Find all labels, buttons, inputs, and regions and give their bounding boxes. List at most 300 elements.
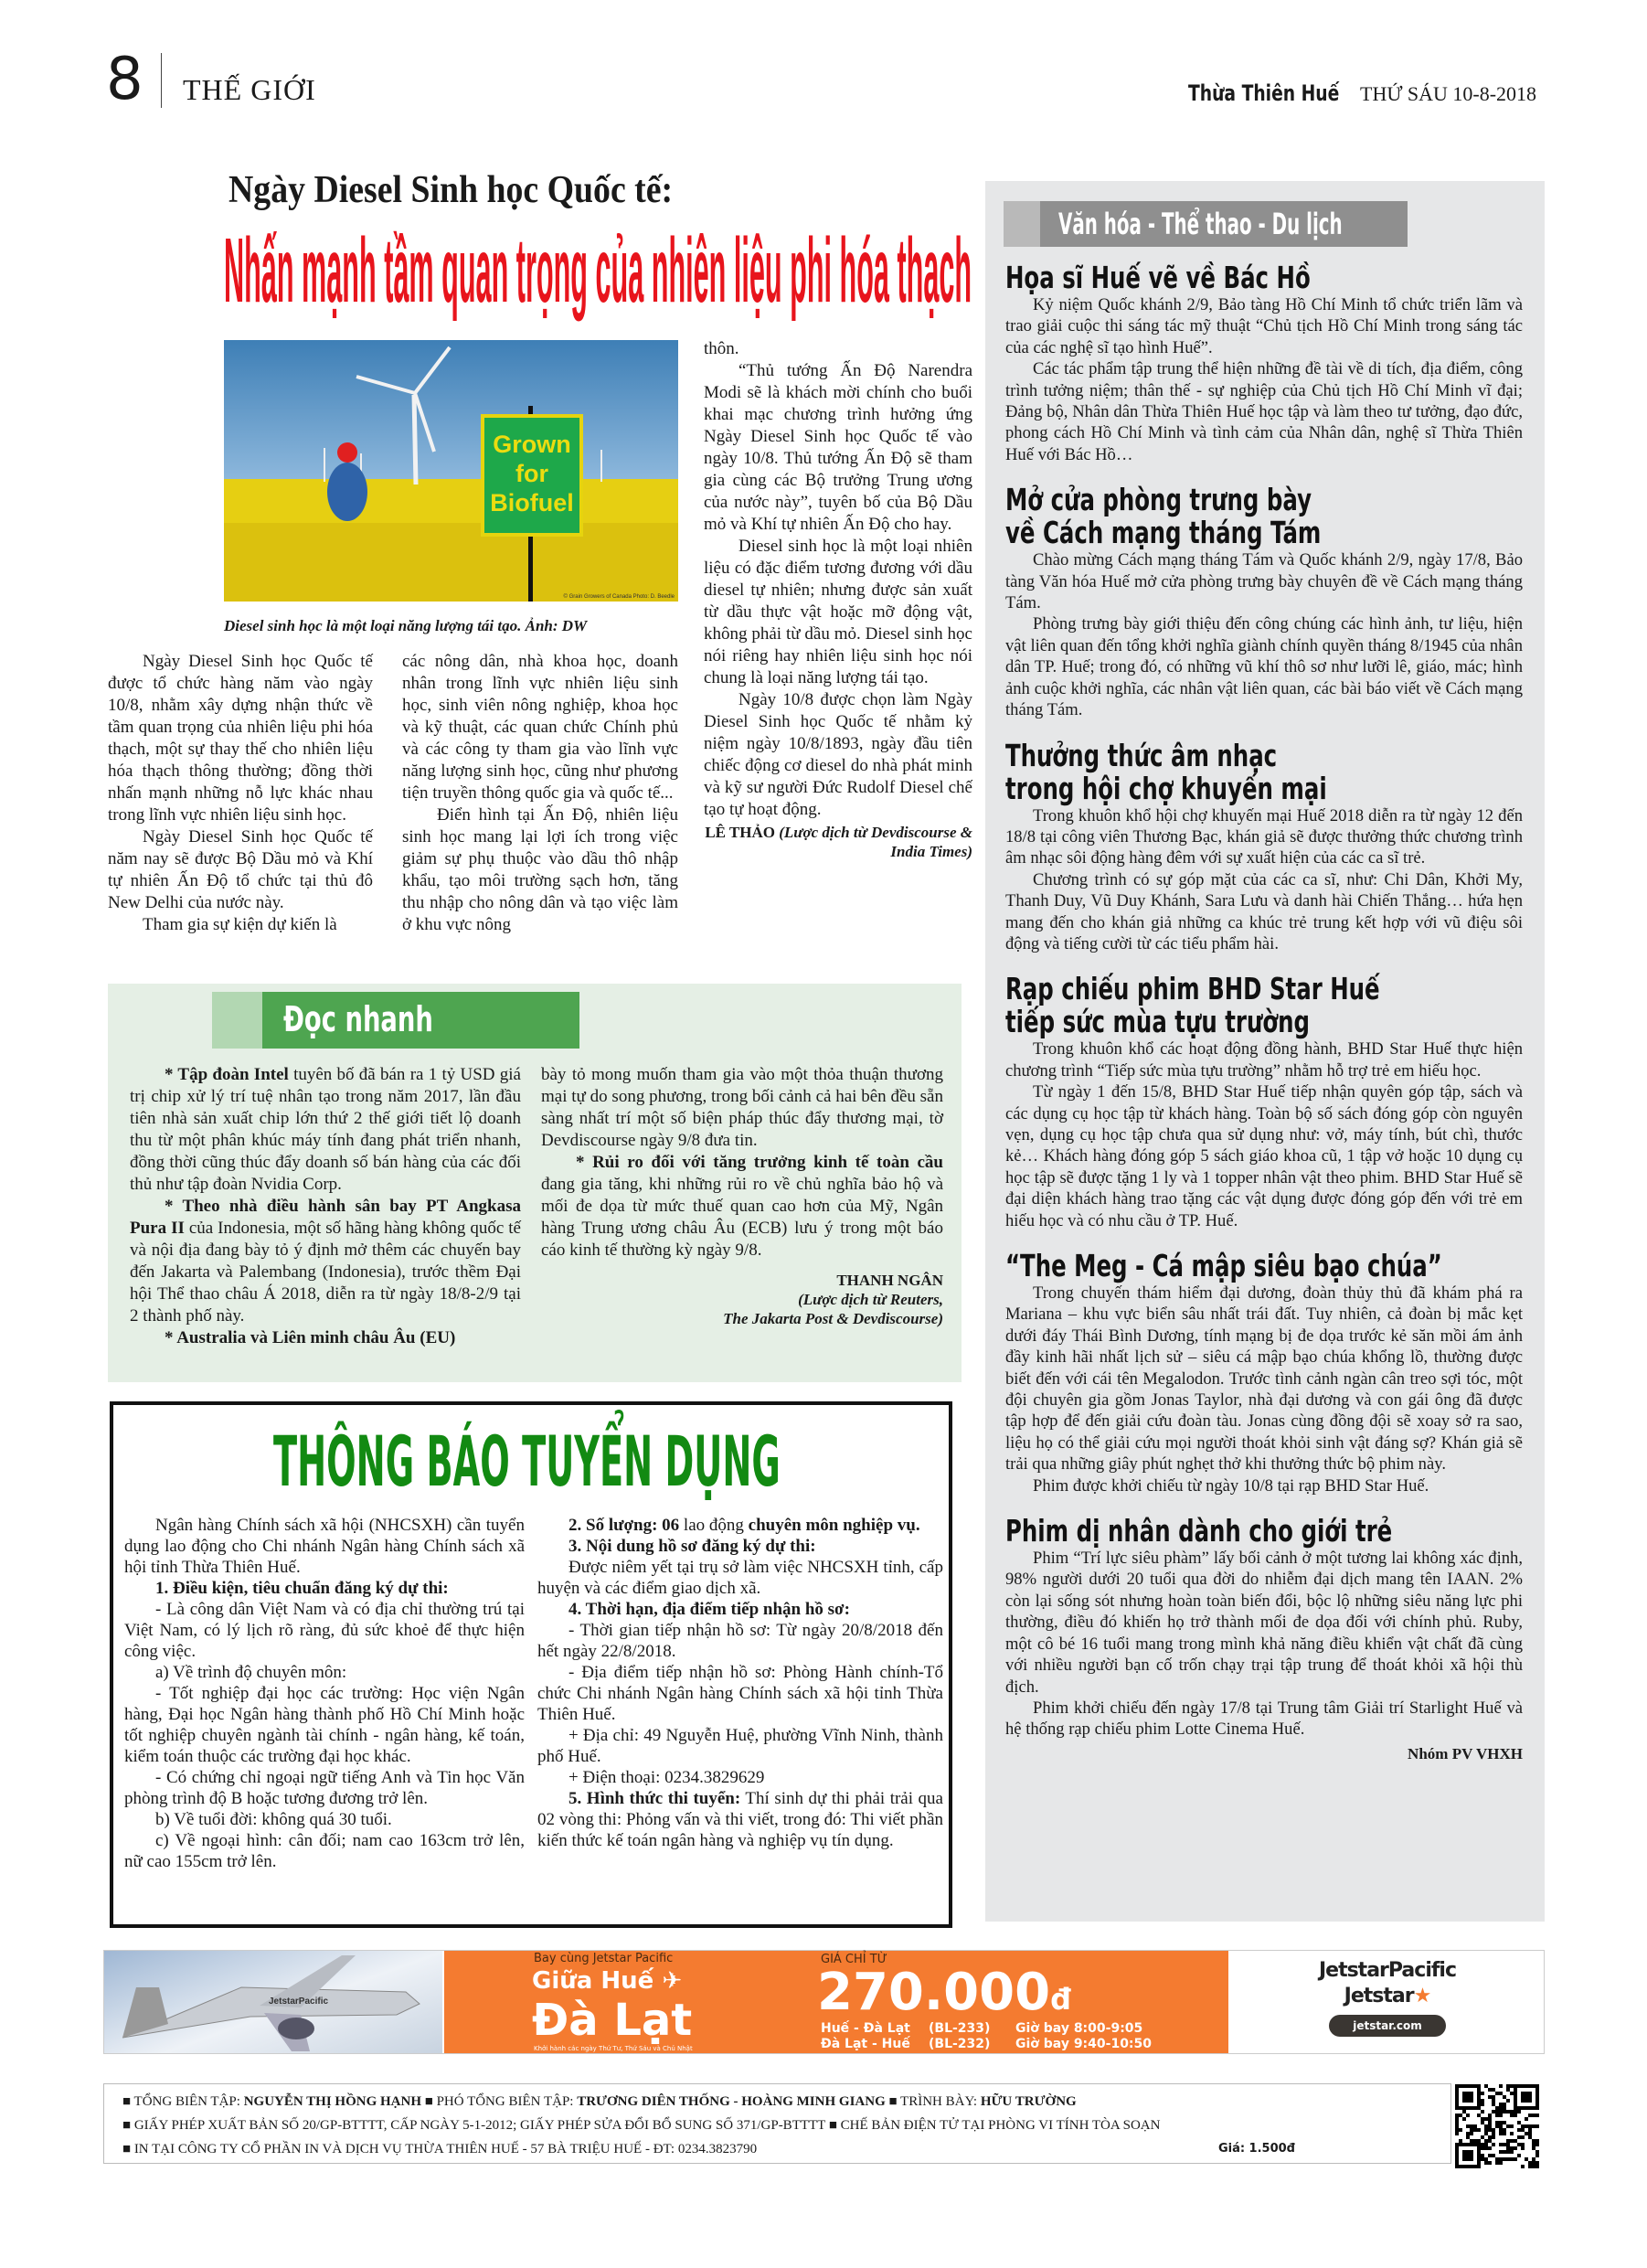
- paragraph: [130, 1196, 521, 1327]
- qr-module: [1481, 2146, 1484, 2150]
- qr-module: [1459, 2139, 1462, 2143]
- paragraph-tail: chuyên môn nghiệp vụ.: [748, 1516, 920, 1535]
- qr-module: [1499, 2084, 1503, 2088]
- qr-module: [1488, 2095, 1492, 2099]
- ad-tagline: Bay cùng Jetstar Pacific: [534, 1952, 674, 1965]
- ad-orange-panel: [444, 1951, 1228, 2053]
- qr-module: [1492, 2132, 1495, 2135]
- qr-module: [1528, 2135, 1532, 2139]
- story-headline-text: Phim dị nhân dành cho giới trẻ: [1005, 1513, 1393, 1549]
- paragraph-text: b) Về tuổi đời: không quá 30 tuổi.: [155, 1810, 392, 1829]
- paragraph: [124, 1809, 525, 1830]
- paragraph: “Thủ tướng Ấn Độ Narendra Modi sẽ là khách mời chính cho buổi khai mạc chương trình hưởng ứng Ngày Diesel Sinh học Quốc tế vào ngày 10/8. Thủ tướng Ấn Độ sẽ tham gia cùng các Bộ trưởng Trung ương của nước này”, tuyên bố của Bộ Dầu mỏ và Khí tự nhiên Ấn Độ cho hay.: [704, 361, 972, 534]
- qr-module: [1506, 2110, 1510, 2114]
- paragraph-text: + Điện thoại: 0234.3829629: [568, 1768, 765, 1787]
- paragraph-text: Ngân hàng Chính sách xã hội (NHCSXH) cần tuyển dụng lao động cho Chi nhánh Ngân hàng Chính sách xã hội tỉnh Thừa Thiên Huế.: [124, 1516, 525, 1577]
- qr-module: [1525, 2157, 1528, 2161]
- sidebar-label-accent: [1004, 201, 1040, 247]
- story-paragraph: Kỷ niệm Quốc khánh 2/9, Bảo tàng Hồ Chí Minh tổ chức triển lãm và trao giải cuộc thi sáng tác mỹ thuật “Chủ tịch Hồ Chí Minh trong sáng tác của các nghệ sĩ tạo hình Huế”.: [1005, 295, 1523, 357]
- flight-time: Giờ bay 8:00-9:05: [1015, 2021, 1143, 2036]
- quick-read-box: [108, 984, 962, 1382]
- photo-caption: Diesel sinh học là một loại năng lượng tái tạo. Ảnh: DW: [224, 617, 588, 634]
- qr-module: [1510, 2146, 1514, 2150]
- flight-row: [821, 2021, 1152, 2037]
- sidebar-story: [1005, 261, 1523, 465]
- story-headline: [1005, 1250, 1523, 1283]
- notice-column-1: [124, 1515, 525, 1872]
- qr-module: [1481, 2157, 1484, 2161]
- masthead-footer: [103, 2083, 1451, 2164]
- paragraph-text: c) Về ngoại hình: cân đối; nam cao 163cm trở lên, nữ cao 155cm trở lên.: [124, 1831, 525, 1871]
- qr-module: [1488, 2088, 1492, 2092]
- qr-module: [1473, 2143, 1477, 2146]
- route-from-text: Giữa Huế: [532, 1967, 654, 1995]
- story-headline-text: Thưởng thức âm nhạc: [1005, 737, 1278, 773]
- quick-read-column-2-wrap: [541, 1064, 943, 1328]
- qr-module: [1532, 2139, 1535, 2143]
- qr-module: [1455, 2106, 1459, 2110]
- qr-module: [1499, 2110, 1503, 2114]
- qr-module: [1503, 2121, 1506, 2124]
- qr-module: [1455, 2099, 1459, 2103]
- qr-module: [1517, 2154, 1521, 2157]
- qr-module: [1535, 2088, 1539, 2092]
- qr-module: [1535, 2139, 1539, 2143]
- qr-module: [1528, 2095, 1532, 2099]
- qr-module: [1503, 2132, 1506, 2135]
- story-paragraph: Phim được khởi chiếu từ ngày 10/8 tại rạp BHD Star Huế.: [1033, 1475, 1429, 1496]
- paragraph-lead: 4. Thời hạn, địa điểm tiếp nhận hồ sơ:: [568, 1600, 850, 1619]
- qr-module: [1470, 2124, 1473, 2128]
- qr-module: [1462, 2095, 1466, 2099]
- qr-module: [1521, 2165, 1525, 2168]
- qr-module: [1466, 2084, 1470, 2088]
- brand-jetstar-pacific: JetstarPacific: [1318, 1959, 1457, 1982]
- qr-module: [1484, 2117, 1488, 2121]
- footer-role: TỔNG BIÊN TẬP:: [133, 2094, 244, 2109]
- airplane-photo: [104, 1951, 442, 2053]
- paragraph-text: Thí sinh dự thi phải trải qua 02 vòng thi: Phỏng vấn và thi viết, trong đó: Thi viết phần kiến thức kế toán ngân hàng và nghiệp vụ tín dụng.: [537, 1789, 943, 1850]
- qr-module: [1535, 2143, 1539, 2146]
- qr-module: [1477, 2161, 1481, 2165]
- qr-module: [1455, 2095, 1459, 2099]
- footer-line-3: ■ IN TẠI CÔNG TY CỔ PHẦN IN VÀ DỊCH VỤ THỪA THIÊN HUẾ - 57 BÀ TRIỆU HUẾ - ĐT: 0234.3823790 Giá: 1.500đ: [122, 2137, 1432, 2161]
- quick-read-header: [212, 992, 579, 1049]
- issue-price: Giá: 1.500đ: [1217, 2142, 1295, 2156]
- paragraph: [537, 1599, 943, 1620]
- qr-module: [1484, 2124, 1488, 2128]
- paragraph-text: a) Về trình độ chuyên môn:: [155, 1663, 347, 1682]
- price-value: 270.000: [817, 1963, 1051, 2022]
- qr-module: [1462, 2143, 1466, 2146]
- qr-module: [1514, 2099, 1517, 2103]
- qr-module: [1514, 2157, 1517, 2161]
- paragraph-lead: * Tập đoàn Intel: [165, 1065, 289, 1084]
- qr-module: [1459, 2165, 1462, 2168]
- paragraph: [541, 1064, 943, 1152]
- qr-module: [1495, 2161, 1499, 2165]
- paragraph: [124, 1683, 525, 1767]
- qr-module: [1492, 2135, 1495, 2139]
- footer-line-2: ■ GIẤY PHÉP XUẤT BẢN SỐ 20/GP-BTTTT, CẤP NGÀY 5-1-2012; GIẤY PHÉP SỬA ĐỔI BỔ SUNG SỐ 371/GP-BTTTT ■ CHẾ BẢN ĐIỆN TỬ TẠI PHÒNG VI TÍNH TÒA SOẠN: [122, 2118, 1161, 2133]
- story-paragraph: Các tác phẩm tập trung thể hiện những đề tài về di tích, địa điểm, công trình tưởng niệm; thân thế - sự nghiệp của Chủ tịch Hồ Chí Minh vĩ đại; Đảng bộ, Nhân dân Thừa Thiên Huế học tập và làm theo tư tưởng, đạo đức, phong cách Hồ Chí Minh và tình cảm của Nhân dân, nghệ sĩ Thừa Thiên Huế với Bác Hồ…: [1005, 359, 1523, 464]
- article-column-2: [402, 651, 678, 936]
- qr-module: [1535, 2084, 1539, 2088]
- qr-module: [1510, 2139, 1514, 2143]
- qr-module: [1466, 2165, 1470, 2168]
- qr-module: [1462, 2157, 1466, 2161]
- qr-module: [1470, 2139, 1473, 2143]
- qr-module: [1470, 2128, 1473, 2132]
- qr-module: [1455, 2150, 1459, 2154]
- story-paragraph: Phim khởi chiếu đến ngày 17/8 tại Trung tâm Giải trí Starlight Huế và hệ thống rạp chiếu phim Lotte Cinema Huế.: [1005, 1698, 1523, 1740]
- qr-module: [1473, 2165, 1477, 2168]
- qr-module: [1506, 2088, 1510, 2092]
- qr-module: [1466, 2114, 1470, 2117]
- culture-sidebar: [985, 181, 1545, 1922]
- qr-module: [1514, 2088, 1517, 2092]
- qr-module: [1535, 2161, 1539, 2165]
- qr-module: [1521, 2128, 1525, 2132]
- qr-module: [1462, 2165, 1466, 2168]
- story-headline: [1005, 1006, 1523, 1038]
- qr-module: [1466, 2124, 1470, 2128]
- qr-module: [1499, 2106, 1503, 2110]
- paragraph-text: - Có chứng chỉ ngoại ngữ tiếng Anh và Tin học Văn phòng trình độ B hoặc tương đương trở lên.: [124, 1768, 525, 1808]
- qr-module: [1495, 2106, 1499, 2110]
- qr-module: [1535, 2124, 1539, 2128]
- qr-module: [1470, 2154, 1473, 2157]
- quick-read-header-accent: [212, 992, 262, 1049]
- article-kicker: Ngày Diesel Sinh học Quốc tế:: [228, 169, 674, 211]
- qr-code[interactable]: [1455, 2084, 1539, 2168]
- qr-module: [1535, 2150, 1539, 2154]
- quick-read-source-1: (Lược dịch từ Reuters,: [798, 1291, 943, 1308]
- paragraph-text: của Indonesia, một số hãng hàng không quốc tế và nội địa đang bày tỏ ý định mở thêm các chuyến bay đến Jakarta và Palembang (Indonesia), trước thềm Đại hội Thể thao châu Á 2018, diễn ra từ ngày 18/8-2/9 tại 2 thành phố này.: [130, 1219, 521, 1326]
- qr-module: [1506, 2146, 1510, 2150]
- qr-module: [1495, 2110, 1499, 2114]
- qr-module: [1462, 2110, 1466, 2114]
- qr-module: [1510, 2150, 1514, 2154]
- qr-module: [1514, 2110, 1517, 2114]
- qr-module: [1532, 2084, 1535, 2088]
- paragraph: Ngày 10/8 được chọn làm Ngày Diesel Sinh học Quốc tế nhằm kỷ niệm ngày 10/8/1893, ngày đầu tiên chiếc động cơ diesel do nhà phát minh và kỹ sư người Đức Rudolf Diesel chế tạo tự hoạt động.: [704, 690, 972, 819]
- qr-module: [1459, 2128, 1462, 2132]
- footer-person: HỮU TRƯỜNG: [980, 2094, 1077, 2109]
- qr-module: [1484, 2143, 1488, 2146]
- sidebar-story: [1005, 737, 1523, 955]
- qr-module: [1473, 2084, 1477, 2088]
- ad-route-to: Đà Lạt: [532, 1995, 693, 2046]
- sidebar-stories: [1005, 261, 1523, 1741]
- qr-module: [1492, 2143, 1495, 2146]
- paragraph: [537, 1788, 943, 1851]
- sidebar-byline: Nhóm PV VHXH: [1408, 1744, 1523, 1762]
- qr-module: [1488, 2128, 1492, 2132]
- quick-read-author: THANH NGÂN: [836, 1272, 943, 1289]
- footer-person: TRƯƠNG DIÊN THỐNG - HOÀNG MINH GIANG: [577, 2094, 886, 2109]
- qr-module: [1455, 2128, 1459, 2132]
- qr-module: [1492, 2110, 1495, 2114]
- qr-module: [1488, 2161, 1492, 2165]
- issue-date: THỨ SÁU 10-8-2018: [1360, 82, 1537, 105]
- qr-module: [1488, 2117, 1492, 2121]
- qr-module: [1492, 2103, 1495, 2106]
- sidebar-story: [1005, 973, 1523, 1231]
- paragraph: [124, 1578, 525, 1599]
- story-headline-text: Rạp chiếu phim BHD Star Huế: [1005, 971, 1380, 1007]
- qr-module: [1481, 2121, 1484, 2124]
- qr-module: [1521, 2092, 1525, 2095]
- qr-module: [1525, 2084, 1528, 2088]
- story-headline-text: Họa sĩ Huế vẽ về Bác Hồ: [1005, 260, 1311, 295]
- qr-module: [1510, 2124, 1514, 2128]
- qr-module: [1517, 2121, 1521, 2124]
- qr-module: [1477, 2139, 1481, 2143]
- article-headline: Nhấn mạnh tầm quan trọng của nhiên liệu phi hóa thạch: [224, 219, 972, 322]
- qr-module: [1506, 2139, 1510, 2143]
- qr-module: [1535, 2095, 1539, 2099]
- qr-module: [1488, 2154, 1492, 2157]
- qr-module: [1514, 2092, 1517, 2095]
- qr-module: [1455, 2117, 1459, 2121]
- jetstar-ad[interactable]: [103, 1950, 1545, 2054]
- qr-module: [1499, 2128, 1503, 2132]
- paper-name: Thừa Thiên Huế: [1188, 80, 1340, 106]
- story-headline: [1005, 772, 1523, 805]
- story-headline-text: về Cách mạng tháng Tám: [1005, 515, 1322, 551]
- photo-credit: © Grain Growers of Canada Photo: D. Beedle: [563, 594, 675, 600]
- qr-module: [1488, 2124, 1492, 2128]
- qr-module: [1510, 2092, 1514, 2095]
- paragraph-lead: * Australia và Liên minh châu Âu (EU): [165, 1328, 456, 1347]
- biofuel-sign-text: Grown for Biofuel: [490, 431, 574, 516]
- qr-module: [1466, 2092, 1470, 2095]
- qr-module: [1528, 2099, 1532, 2103]
- qr-module: [1525, 2124, 1528, 2128]
- qr-module: [1484, 2146, 1488, 2150]
- paragraph-lead: 1. Điều kiện, tiêu chuẩn đăng ký dự thi:: [155, 1579, 449, 1598]
- ad-price: [817, 1963, 1071, 2025]
- story-paragraph: Phim “Trí lực siêu phàm” lấy bối cảnh ở một tương lai không xác định, 98% người dưới 20 tuổi qua đời do nhiễm đại dịch mang tên IAAN. 2% còn lại sống sót nhưng hoàn toàn biến đổi, bộc lộ những siêu năng lực phi thường, điều đó khiến họ trở thành mối đe dọa đối với chính phủ. Ruby, một cô bé 16 tuổi mang trong mình khả năng điều khiển vật chất đã cùng với nhiều người bạn cố trốn chạy trại tập trung để thoát khỏi xã hội thù địch.: [1005, 1549, 1523, 1697]
- qr-module: [1503, 2157, 1506, 2161]
- flight-route: Đà Lạt - Huế: [821, 2037, 910, 2051]
- quick-read-title: Đọc nhanh: [283, 999, 433, 1039]
- qr-module: [1535, 2103, 1539, 2106]
- paragraph-text: - Địa điểm tiếp nhận hồ sơ: Phòng Hành chính-Tổ chức Chi nhánh Ngân hàng Chính sách xã hội tỉnh Thừa Thiên Huế.: [537, 1663, 943, 1724]
- jetstar-url-button[interactable]: jetstar.com: [1329, 2015, 1446, 2037]
- qr-module: [1459, 2114, 1462, 2117]
- qr-module: [1492, 2095, 1495, 2099]
- sidebar-story: [1005, 1250, 1523, 1496]
- qr-module: [1455, 2088, 1459, 2092]
- qr-module: [1455, 2124, 1459, 2128]
- qr-module: [1499, 2114, 1503, 2117]
- story-paragraph: Trong khuôn khổ các hoạt động đồng hành, BHD Star Huế thực hiện chương trình “Tiếp sức mùa tựu trường” nhằm hỗ trợ trẻ em hiếu học.: [1005, 1039, 1523, 1081]
- paragraph: [130, 1064, 521, 1196]
- qr-module: [1477, 2165, 1481, 2168]
- qr-module: [1455, 2103, 1459, 2106]
- brand-jetstar-text: Jetstar: [1344, 1985, 1414, 2007]
- qr-module: [1517, 2135, 1521, 2139]
- qr-module: [1535, 2106, 1539, 2110]
- qr-module: [1466, 2154, 1470, 2157]
- qr-module: [1528, 2132, 1532, 2135]
- qr-module: [1484, 2157, 1488, 2161]
- qr-module: [1528, 2128, 1532, 2132]
- qr-module: [1525, 2092, 1528, 2095]
- qr-module: [1510, 2157, 1514, 2161]
- qr-module: [1473, 2128, 1477, 2132]
- qr-module: [1481, 2117, 1484, 2121]
- qr-module: [1506, 2124, 1510, 2128]
- qr-module: [1477, 2088, 1481, 2092]
- qr-module: [1466, 2135, 1470, 2139]
- qr-module: [1477, 2157, 1481, 2161]
- qr-module: [1521, 2095, 1525, 2099]
- qr-module: [1514, 2114, 1517, 2117]
- qr-module: [1514, 2146, 1517, 2150]
- qr-module: [1470, 2157, 1473, 2161]
- story-headline: [1005, 516, 1523, 549]
- qr-module: [1525, 2099, 1528, 2103]
- flight-time: Giờ bay 9:40-10:50: [1015, 2037, 1153, 2051]
- qr-code-icon: [1455, 2084, 1539, 2168]
- header-divider: [161, 53, 162, 108]
- qr-module: [1481, 2099, 1484, 2103]
- qr-module: [1503, 2110, 1506, 2114]
- qr-module: [1477, 2114, 1481, 2117]
- qr-module: [1503, 2095, 1506, 2099]
- article-source: (Lược dịch từ Devdiscourse & India Times): [779, 824, 972, 860]
- qr-module: [1506, 2084, 1510, 2088]
- footer-role: PHÓ TỔNG BIÊN TẬP:: [436, 2094, 578, 2109]
- plane-livery: JetstarPacific: [269, 1996, 329, 2007]
- flight-code: (BL-232): [929, 2037, 991, 2051]
- paragraph-text: + Địa chỉ: 49 Nguyễn Huệ, phường Vĩnh Ninh, thành phố Huế.: [537, 1726, 943, 1766]
- paragraph: [541, 1152, 943, 1262]
- section-title: THẾ GIỚI: [183, 73, 316, 106]
- qr-module: [1466, 2106, 1470, 2110]
- footer-line-1: ■ TỔNG BIÊN TẬP: NGUYỄN THỊ HỒNG HẠNH ■ PHÓ TỔNG BIÊN TẬP: TRƯƠNG DIÊN THỐNG - HOÀNG MINH GIANG ■ TRÌNH BÀY: HỮU TRƯỜNG: [122, 2094, 1077, 2109]
- paragraph: [124, 1830, 525, 1872]
- qr-module: [1495, 2124, 1499, 2128]
- story-paragraph: Trong chuyến thám hiểm đại dương, đoàn thủy thủ đã khám phá ra Mariana – khu vực biển sâu nhất trái đất. Tuy nhiên, cả đoàn bị mắc kẹt dưới đáy Thái Bình Dương, tính mạng bị đe dọa trước kẻ săn mồi ám ảnh đầy kinh hãi nhất lịch sử – siêu cá mập bạo chúa khổng lồ, thường được biết đến với cái tên Megalodon. Trước tình cảnh ngàn cân treo sợi tóc, một đội chuyên gia gồm Jonas Taylor, nhà đại dương và con gái ông đã được tập hợp để đến giải cứu đoàn tàu. Jonas cùng đồng đội sẽ xoay sở ra sao, liệu họ có thể giải cứu mọi người thoát khỏi sinh vật đáng sợ? Khán giả sẽ trải qua những giây phút nghẹt thở khi thưởng thức bộ phim này.: [1005, 1283, 1523, 1475]
- qr-module: [1473, 2139, 1477, 2143]
- qr-module: [1492, 2128, 1495, 2132]
- qr-module: [1532, 2146, 1535, 2150]
- qr-module: [1495, 2114, 1499, 2117]
- sidebar-column: [1005, 254, 1523, 1763]
- paragraph: [124, 1515, 525, 1578]
- paragraph-lead: * Theo nhà điều hành sân bay PT Angkasa Pura II: [130, 1197, 521, 1238]
- paragraph: [124, 1662, 525, 1683]
- qr-module: [1499, 2124, 1503, 2128]
- qr-module: [1455, 2143, 1459, 2146]
- qr-module: [1510, 2084, 1514, 2088]
- qr-module: [1499, 2132, 1503, 2135]
- qr-module: [1481, 2143, 1484, 2146]
- article-byline: [704, 823, 972, 861]
- paragraph-text: bày tỏ mong muốn tham gia vào một thỏa thuận thương mại tự do song phương, trong bối cảnh cả hai bên đều sẵn sàng nhất trí một số biện pháp thúc đẩy thương mại, tờ Devdiscourse ngày 9/8 đưa tin.: [541, 1065, 943, 1150]
- qr-module: [1525, 2117, 1528, 2121]
- qr-module: [1525, 2095, 1528, 2099]
- footer-role: TRÌNH BÀY:: [900, 2094, 981, 2109]
- qr-module: [1484, 2132, 1488, 2135]
- qr-module: [1477, 2103, 1481, 2106]
- paragraph-text: tuyên bố đã bán ra 1 tỷ USD giá trị chip xử lý trí tuệ nhân tạo trong năm 2017, lần đầu tiên nhà sản xuất chip lớn thứ 2 thế giới tiết lộ doanh thu từ một phân khúc máy tính đang phát triển nhanh, đồng thời cũng thúc đẩy doanh số bán hàng của các đối thủ như tập đoàn Nvidia Corp.: [130, 1065, 521, 1194]
- sidebar-label: Văn hóa - Thể thao - Du lịch: [1058, 207, 1343, 241]
- qr-module: [1488, 2135, 1492, 2139]
- qr-module: [1525, 2132, 1528, 2135]
- notice-title-wrap: [273, 1421, 781, 1502]
- qr-module: [1495, 2157, 1499, 2161]
- qr-module: [1532, 2106, 1535, 2110]
- qr-module: [1462, 2099, 1466, 2103]
- qr-module: [1532, 2161, 1535, 2165]
- qr-module: [1462, 2092, 1466, 2095]
- qr-module: [1514, 2106, 1517, 2110]
- jetstar-logo: [1230, 1951, 1545, 2053]
- sidebar-story: [1005, 484, 1523, 720]
- qr-module: [1528, 2165, 1532, 2168]
- qr-module: [1517, 2110, 1521, 2114]
- qr-module: [1499, 2161, 1503, 2165]
- qr-module: [1503, 2106, 1506, 2110]
- qr-module: [1521, 2143, 1525, 2146]
- qr-module: [1462, 2106, 1466, 2110]
- qr-module: [1470, 2132, 1473, 2135]
- qr-module: [1470, 2084, 1473, 2088]
- qr-module: [1477, 2084, 1481, 2088]
- qr-module: [1470, 2095, 1473, 2099]
- qr-module: [1462, 2154, 1466, 2157]
- paragraph: [537, 1767, 943, 1788]
- flight-row: [821, 2037, 1152, 2052]
- quick-read-column-1: [130, 1064, 521, 1349]
- qr-module: [1455, 2092, 1459, 2095]
- quick-read-source-2: The Jakarta Post & Devdiscourse): [723, 1310, 943, 1327]
- story-headline-text: “The Meg - Cá mập siêu bạo chúa”: [1005, 1248, 1442, 1283]
- qr-module: [1503, 2103, 1506, 2106]
- qr-module: [1521, 2124, 1525, 2128]
- price-currency: đ: [1050, 1982, 1071, 2017]
- paragraph: [537, 1557, 943, 1599]
- article-author: LÊ THẢO: [705, 824, 775, 841]
- paragraph-text: - Thời gian tiếp nhận hồ sơ: Từ ngày 20/8/2018 đến hết ngày 22/8/2018.: [537, 1621, 943, 1661]
- qr-module: [1499, 2157, 1503, 2161]
- brand-jetstar: [1230, 1984, 1545, 2009]
- qr-module: [1495, 2092, 1499, 2095]
- story-paragraph: Chương trình có sự góp mặt của các ca sĩ, như: Chi Dân, Khởi My, Thanh Duy, Vũ Duy Khánh, Sara Lưu và danh hài Chiến Thắng… hứa hẹn mang đến cho khán giả những ca khúc trẻ trung kết hợp với vũ điệu sôi động và tiếng cười từ các tiểu phẩm hài.: [1005, 869, 1523, 953]
- qr-module: [1517, 2106, 1521, 2110]
- qr-module: [1455, 2157, 1459, 2161]
- sidebar-story: [1005, 1515, 1523, 1741]
- qr-module: [1459, 2106, 1462, 2110]
- paragraph: [537, 1725, 943, 1767]
- qr-module: [1514, 2084, 1517, 2088]
- qr-module: [1455, 2132, 1459, 2135]
- article-column-3: [704, 338, 972, 821]
- qr-module: [1466, 2132, 1470, 2135]
- story-headline: [1005, 973, 1523, 1006]
- qr-module: [1484, 2139, 1488, 2143]
- paragraph-text: - Tốt nghiệp đại học các trường: Học viện Ngân hàng, Đại học Ngân hàng thành phố Hồ Chí Minh hoặc tốt nghiệp chuyên ngành tài chính - ngân hàng, kế toán, kiểm toán thuộc các trường đại học khác.: [124, 1684, 525, 1766]
- flight-schedule: [821, 2021, 1152, 2052]
- qr-module: [1481, 2092, 1484, 2095]
- footer-person: NGUYỄN THỊ HỒNG HẠNH: [243, 2094, 422, 2109]
- qr-module: [1499, 2121, 1503, 2124]
